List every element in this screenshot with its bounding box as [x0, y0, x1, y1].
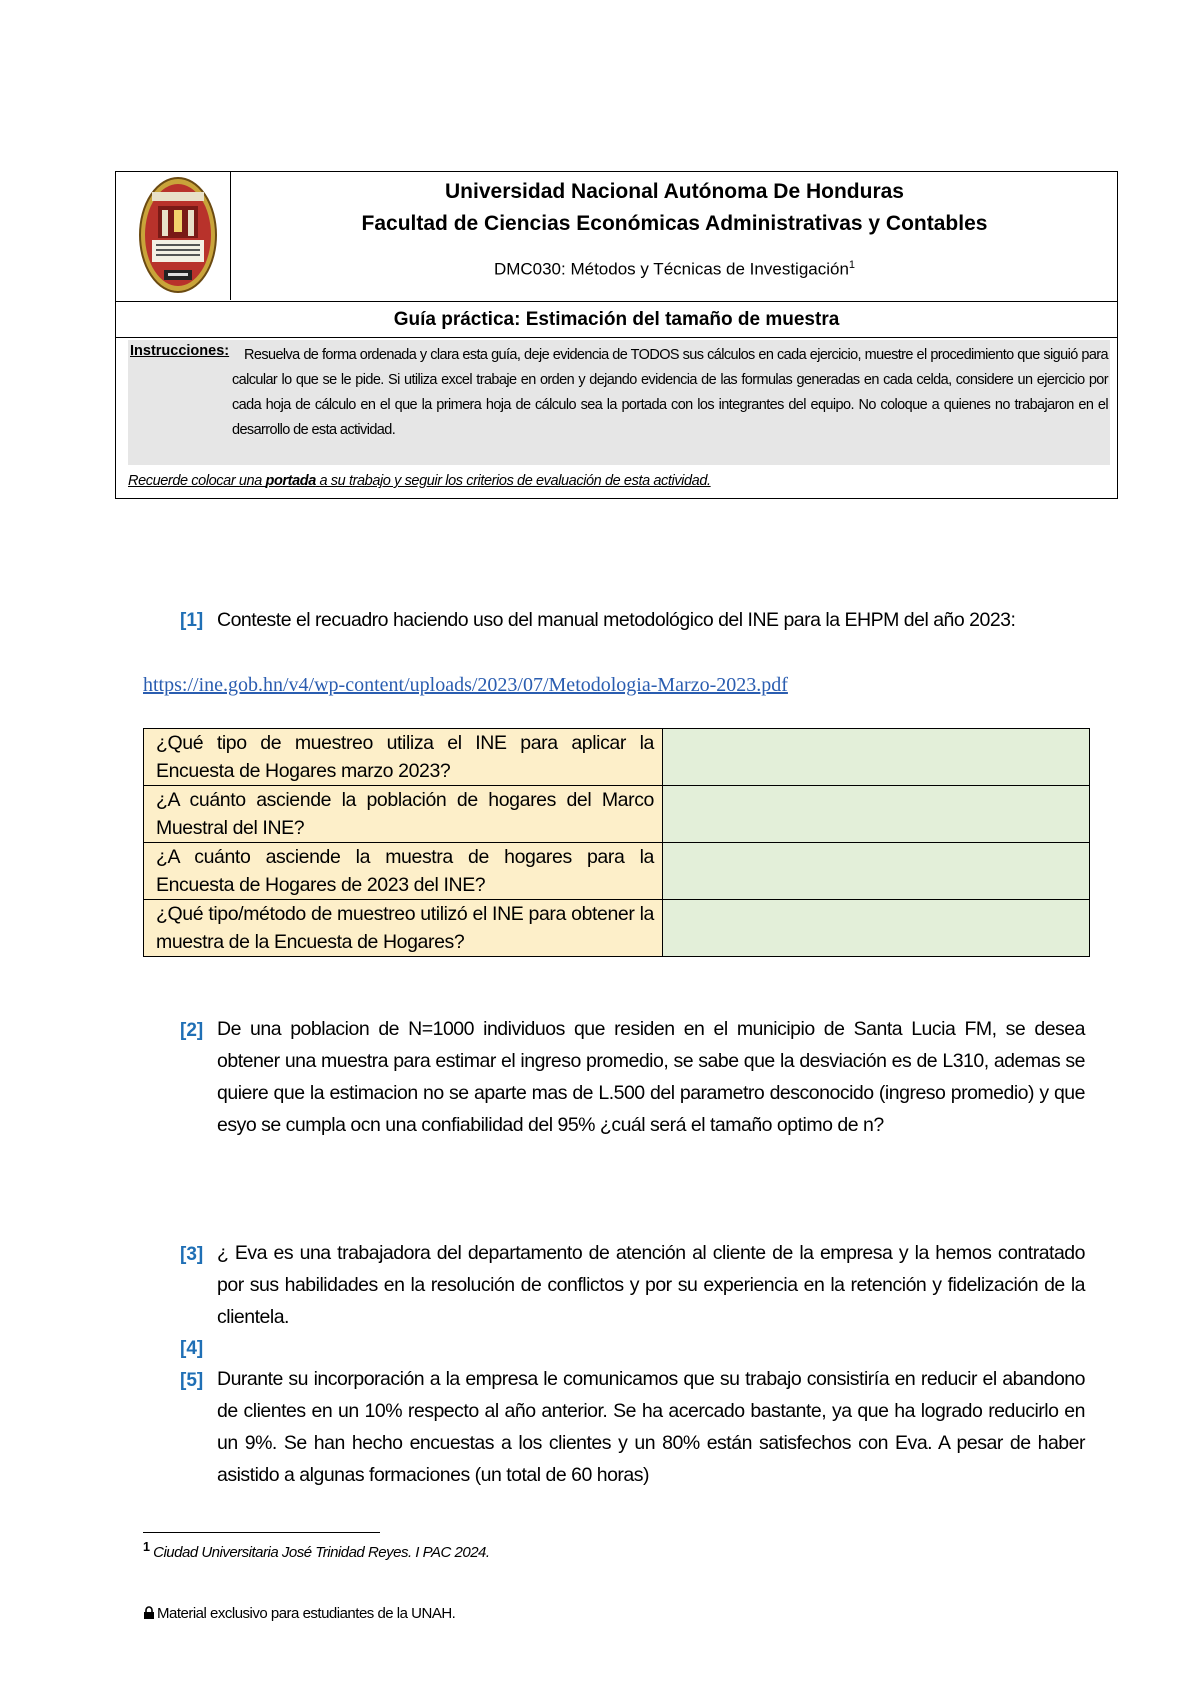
course-footnote-mark: 1: [848, 259, 856, 271]
table-row: [144, 786, 1090, 843]
table-question-cell: ¿Qué tipo/método de muestreo utilizó el INE para obtener la muestra de la Encuesta de Hogares?: [144, 900, 663, 957]
question-2-text: De una poblacion de N=1000 individuos que residen en el municipio de Santa Lucia FM, se desea obtener una muestra para estimar el ingreso promedio, se sabe que la desviación es de L310, ademas se quiere que la estimacion no se aparte mas de L.500 del parametro desconocido (ingreso promedio) y que esyo se cumpla ocn una confiabilidad del 95% ¿cuál será el tamaño optimo de n?: [217, 1018, 1085, 1136]
table-answer-cell[interactable]: [663, 786, 1090, 843]
course-name: [232, 259, 1117, 280]
instructions-label: Instrucciones:: [130, 343, 230, 359]
table-row: [144, 729, 1090, 786]
question-2-number: [2]: [180, 1020, 204, 1041]
question-3-number: [3]: [180, 1244, 204, 1265]
table-answer-cell[interactable]: [663, 900, 1090, 957]
footer-notice: [143, 1605, 455, 1622]
table-question-cell: ¿A cuánto asciende la población de hogares del Marco Muestral del INE?: [144, 786, 663, 843]
footnote-mark: 1: [143, 1540, 150, 1554]
table-answer-cell[interactable]: [663, 843, 1090, 900]
question-1-text: Conteste el recuadro haciendo uso del manual metodológico del INE para la EHPM del año 2023:: [217, 609, 1016, 631]
reminder-bold: portada: [265, 473, 316, 489]
footnote-separator: [143, 1532, 380, 1533]
table-question-cell: ¿Qué tipo de muestreo utiliza el INE para aplicar la Encuesta de Hogares marzo 2023?: [144, 729, 663, 786]
table-row: [144, 843, 1090, 900]
reminder-text: [128, 473, 711, 489]
header-top-row: [116, 172, 1117, 302]
table-row: [144, 900, 1090, 957]
footnote: [143, 1540, 490, 1561]
table-answer-cell[interactable]: [663, 729, 1090, 786]
course-text: DMC030: Métodos y Técnicas de Investigación: [493, 259, 849, 279]
instructions-text: [232, 343, 1108, 443]
faculty-name: Facultad de Ciencias Económicas Administrativas y Contables: [361, 212, 988, 235]
footer-text: Material exclusivo para estudiantes de la UNAH.: [157, 1605, 456, 1622]
university-name: Universidad Nacional Autónoma De Honduras: [445, 180, 904, 203]
question-5-text: Durante su incorporación a la empresa le comunicamos que su trabajo consistiría en reducir el abandono de clientes en un 10% respecto al año anterior. Se ha acercado bastante, ya que ha logrado reducirlo en un 9%. Se han hecho encuestas a los clientes y un 80% están satisfechos con Eva. A pesar de haber asistido a algunas formaciones (un total de 60 horas): [217, 1368, 1085, 1486]
instructions-body: Resuelva de forma ordenada y clara esta guía, deje evidencia de TODOS sus cálculos en cada ejercicio, muestre el procedimiento que siguió para calcular lo que se le pide. Si utiliza excel trabaje en orden y dejando evidencia de las formulas generadas en cada celda, considere un ejercicio por cada hoja de cálculo en el que la primera hoja de cálculo sea la portada con los integrantes del equipo. No coloque a quienes no trabajaron en el desarrollo de esta actividad.: [232, 347, 1108, 438]
question-5-number: [5]: [180, 1370, 204, 1391]
footnote-text: Ciudad Universitaria José Trinidad Reyes. I PAC 2024.: [149, 1544, 490, 1561]
question-3-text: ¿ Eva es una trabajadora del departamento de atención al cliente de la empresa y la hemos contratado por sus habilidades en la resolución de conflictos y por su experiencia en la retención y fidelización de la clientela.: [217, 1242, 1085, 1328]
logo-cell: [116, 172, 231, 300]
question-4-number: [4]: [180, 1338, 204, 1359]
table-question-cell: ¿A cuánto asciende la muestra de hogares para la Encuesta de Hogares de 2023 del INE?: [144, 843, 663, 900]
question-1-table: [143, 728, 1090, 957]
lock-icon: [143, 1606, 155, 1619]
unah-seal-icon: [138, 176, 218, 294]
reminder-post: a su trabajo y seguir los criterios de evaluación de esta actividad.: [315, 473, 711, 489]
header-box: [115, 171, 1118, 499]
question-1-number: [1]: [180, 610, 204, 631]
reminder-pre: Recuerde colocar una: [128, 473, 266, 489]
guide-title: Guía práctica: Estimación del tamaño de muestra: [116, 302, 1117, 338]
header-titles: [232, 176, 1117, 240]
ine-methodology-link[interactable]: https://ine.gob.hn/v4/wp-content/uploads/2023/07/Metodologia-Marzo-2023.pdf: [143, 674, 788, 696]
